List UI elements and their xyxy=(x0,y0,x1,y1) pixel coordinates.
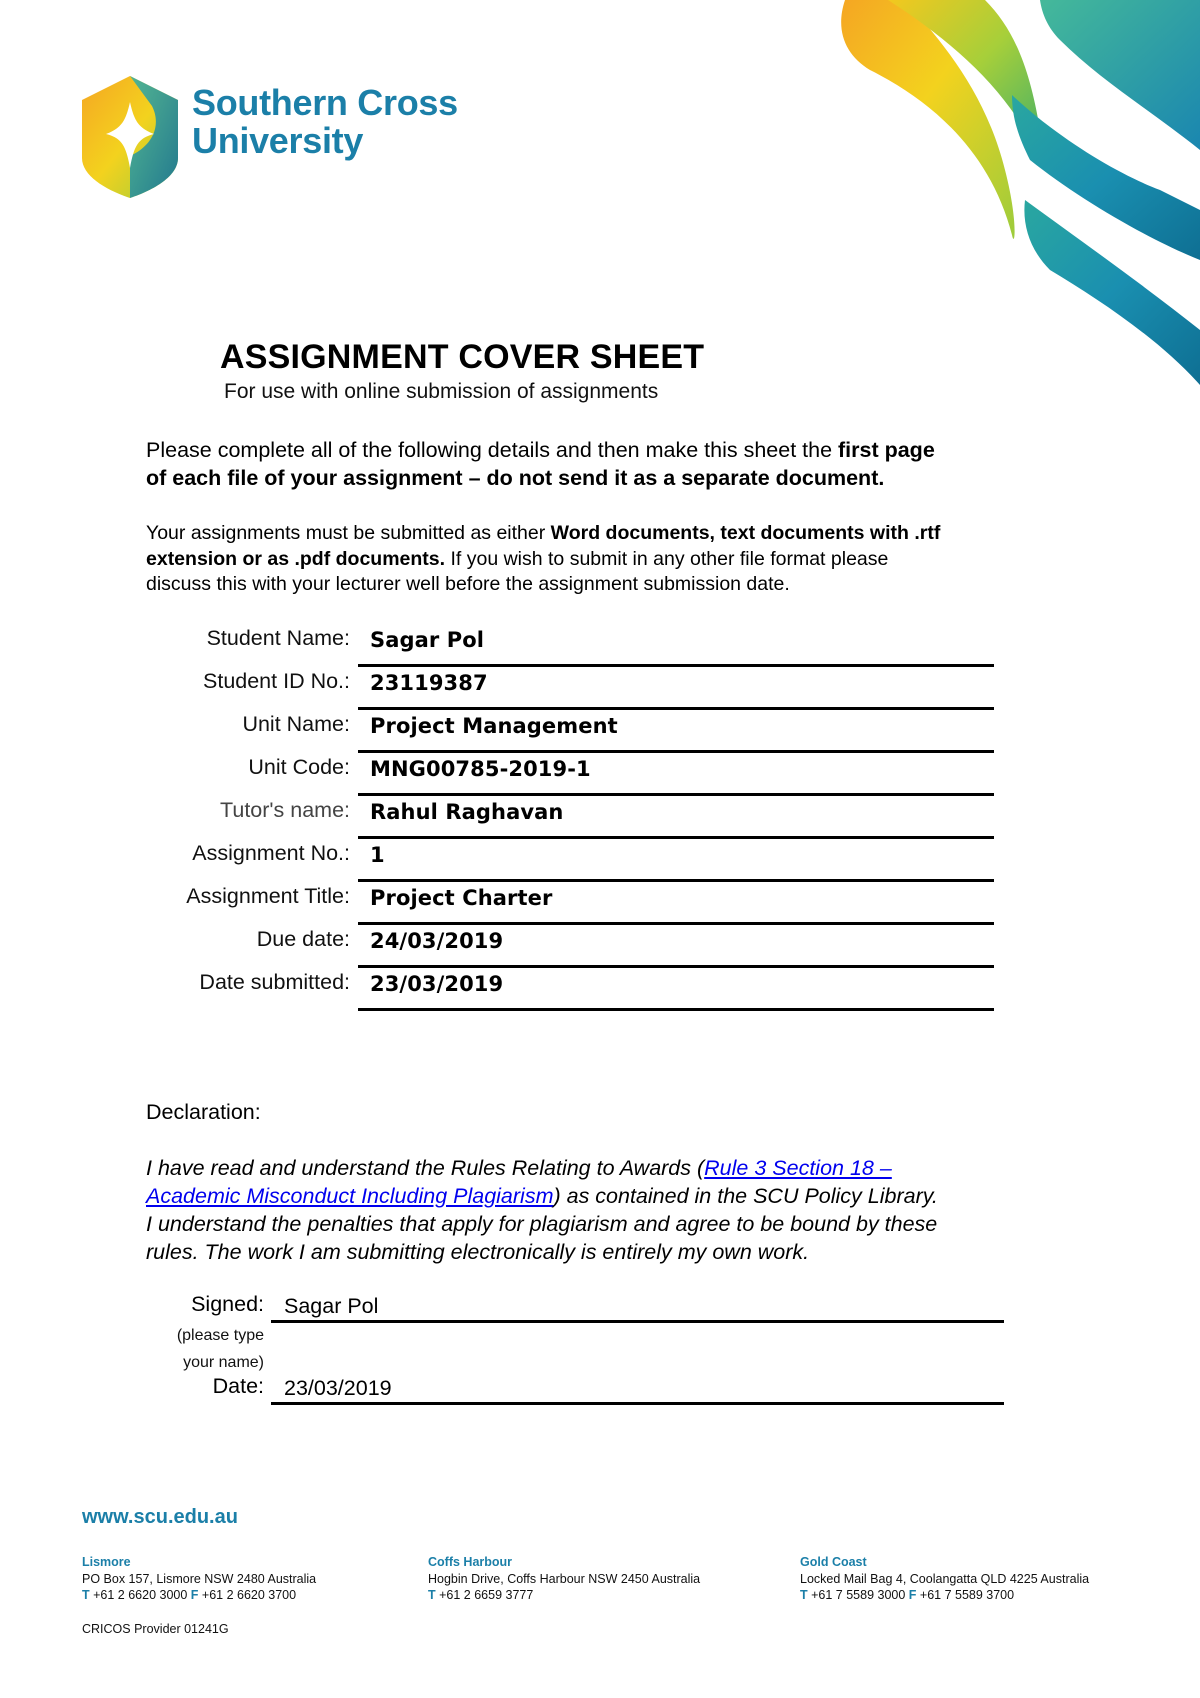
declaration-text-3: I understand the penalties that apply for plagiarism and agree to be bound by these xyxy=(146,1212,938,1236)
phone-value: +61 7 5589 3000 xyxy=(807,1588,909,1602)
page-subtitle: For use with online submission of assignments xyxy=(224,380,659,403)
campus-phone xyxy=(82,1587,316,1604)
declaration-text xyxy=(146,1154,1086,1266)
signature-date-underline xyxy=(271,1402,1004,1405)
campus-phone xyxy=(800,1587,1089,1604)
logo-line-2: University xyxy=(192,120,364,161)
logo-wordmark xyxy=(192,84,458,160)
declaration-text-1: I have read and understand the Rules Relating to Awards ( xyxy=(146,1156,705,1180)
signed-label: Signed: xyxy=(191,1292,264,1316)
declaration-text-2: ) as contained in the SCU Policy Library. xyxy=(553,1184,938,1208)
website-link[interactable]: www.scu.edu.au xyxy=(82,1506,238,1528)
field-value[interactable]: MNG00785-2019-1 xyxy=(370,757,591,781)
field-due-date xyxy=(0,923,1200,966)
intro-bold-2: of each file of your assignment – do not send it as a separate document. xyxy=(146,466,885,490)
field-label: Unit Name: xyxy=(242,712,350,736)
field-tutor-name xyxy=(0,794,1200,837)
field-value[interactable]: Project Management xyxy=(370,714,618,738)
campus-gold-coast xyxy=(800,1554,1089,1604)
logo-line-1: Southern Cross xyxy=(192,82,458,123)
field-student-id xyxy=(0,665,1200,708)
formats-text-3: discuss this with your lecturer well before the assignment submission date. xyxy=(146,573,790,595)
campus-name: Coffs Harbour xyxy=(428,1555,513,1569)
field-assignment-no xyxy=(0,837,1200,880)
intro-bold-1: first page xyxy=(838,438,935,462)
field-value[interactable]: 1 xyxy=(370,843,385,867)
field-label: Student ID No.: xyxy=(203,669,350,693)
intro-text: Please complete all of the following details and then make this sheet the xyxy=(146,438,838,462)
phone-value: +61 2 6659 3777 xyxy=(435,1588,534,1602)
signature-date-label: Date: xyxy=(212,1374,264,1398)
field-label: Due date: xyxy=(256,927,350,951)
page-title: ASSIGNMENT COVER SHEET xyxy=(220,338,705,376)
field-value[interactable]: Rahul Raghavan xyxy=(370,800,564,824)
phone-value: +61 2 6620 3000 xyxy=(89,1588,191,1602)
fax-label: F xyxy=(908,1588,917,1602)
phone-label: T xyxy=(800,1588,808,1602)
field-value[interactable]: Sagar Pol xyxy=(370,628,485,652)
campus-name: Gold Coast xyxy=(800,1555,867,1569)
campus-address: Locked Mail Bag 4, Coolangatta QLD 4225 Australia xyxy=(800,1571,1090,1586)
fax-label: F xyxy=(190,1588,199,1602)
phone-label: T xyxy=(428,1588,436,1602)
campus-lismore xyxy=(82,1554,316,1604)
field-label: Date submitted: xyxy=(199,970,350,994)
fax-value: +61 7 5589 3700 xyxy=(916,1588,1015,1602)
campus-address: PO Box 157, Lismore NSW 2480 Australia xyxy=(82,1571,317,1586)
field-underline xyxy=(358,1008,994,1011)
signature-note-2: your name) xyxy=(183,1354,264,1371)
formats-bold-2: extension or as .pdf documents. xyxy=(146,547,446,570)
scu-logo xyxy=(82,76,502,204)
policy-link-continued[interactable]: Academic Misconduct Including Plagiarism xyxy=(146,1184,554,1208)
declaration-text-4: rules. The work I am submitting electronically is entirely my own work. xyxy=(146,1240,810,1264)
cricos-provider: CRICOS Provider 01241G xyxy=(82,1622,229,1636)
phone-label: T xyxy=(82,1588,90,1602)
field-label: Assignment Title: xyxy=(186,884,350,908)
field-date-submitted xyxy=(0,966,1200,1009)
formats-paragraph xyxy=(146,521,1076,598)
campus-coffs-harbour xyxy=(428,1554,700,1604)
field-value[interactable]: 23119387 xyxy=(370,671,488,695)
formats-text-2: If you wish to submit in any other file format please xyxy=(445,547,889,570)
formats-bold-1: Word documents, text documents with .rtf xyxy=(550,522,941,544)
signature-date-value[interactable]: 23/03/2019 xyxy=(284,1376,392,1400)
campus-phone xyxy=(428,1587,700,1604)
campus-name: Lismore xyxy=(82,1555,131,1569)
field-unit-name xyxy=(0,708,1200,751)
formats-text-1: Your assignments must be submitted as either xyxy=(146,522,551,544)
policy-link[interactable]: Rule 3 Section 18 – xyxy=(704,1156,892,1180)
field-label: Student Name: xyxy=(206,626,350,650)
signed-underline xyxy=(271,1320,1004,1323)
declaration-heading: Declaration: xyxy=(146,1100,261,1124)
field-student-name xyxy=(0,622,1200,665)
field-value[interactable]: 24/03/2019 xyxy=(370,929,504,953)
signed-value[interactable]: Sagar Pol xyxy=(284,1294,379,1318)
field-label: Unit Code: xyxy=(248,755,350,779)
signature-note-1: (please type xyxy=(176,1327,264,1344)
signature-note xyxy=(177,1322,264,1376)
field-label: Tutor's name: xyxy=(220,798,350,822)
field-assignment-title xyxy=(0,880,1200,923)
fax-value: +61 2 6620 3700 xyxy=(198,1588,297,1602)
field-label: Assignment No.: xyxy=(192,841,350,865)
campus-address: Hogbin Drive, Coffs Harbour NSW 2450 Australia xyxy=(428,1571,701,1586)
field-value[interactable]: Project Charter xyxy=(370,886,553,910)
field-unit-code xyxy=(0,751,1200,794)
intro-paragraph xyxy=(146,436,1076,492)
scu-shield-icon xyxy=(82,76,178,198)
field-value[interactable]: 23/03/2019 xyxy=(370,972,504,996)
